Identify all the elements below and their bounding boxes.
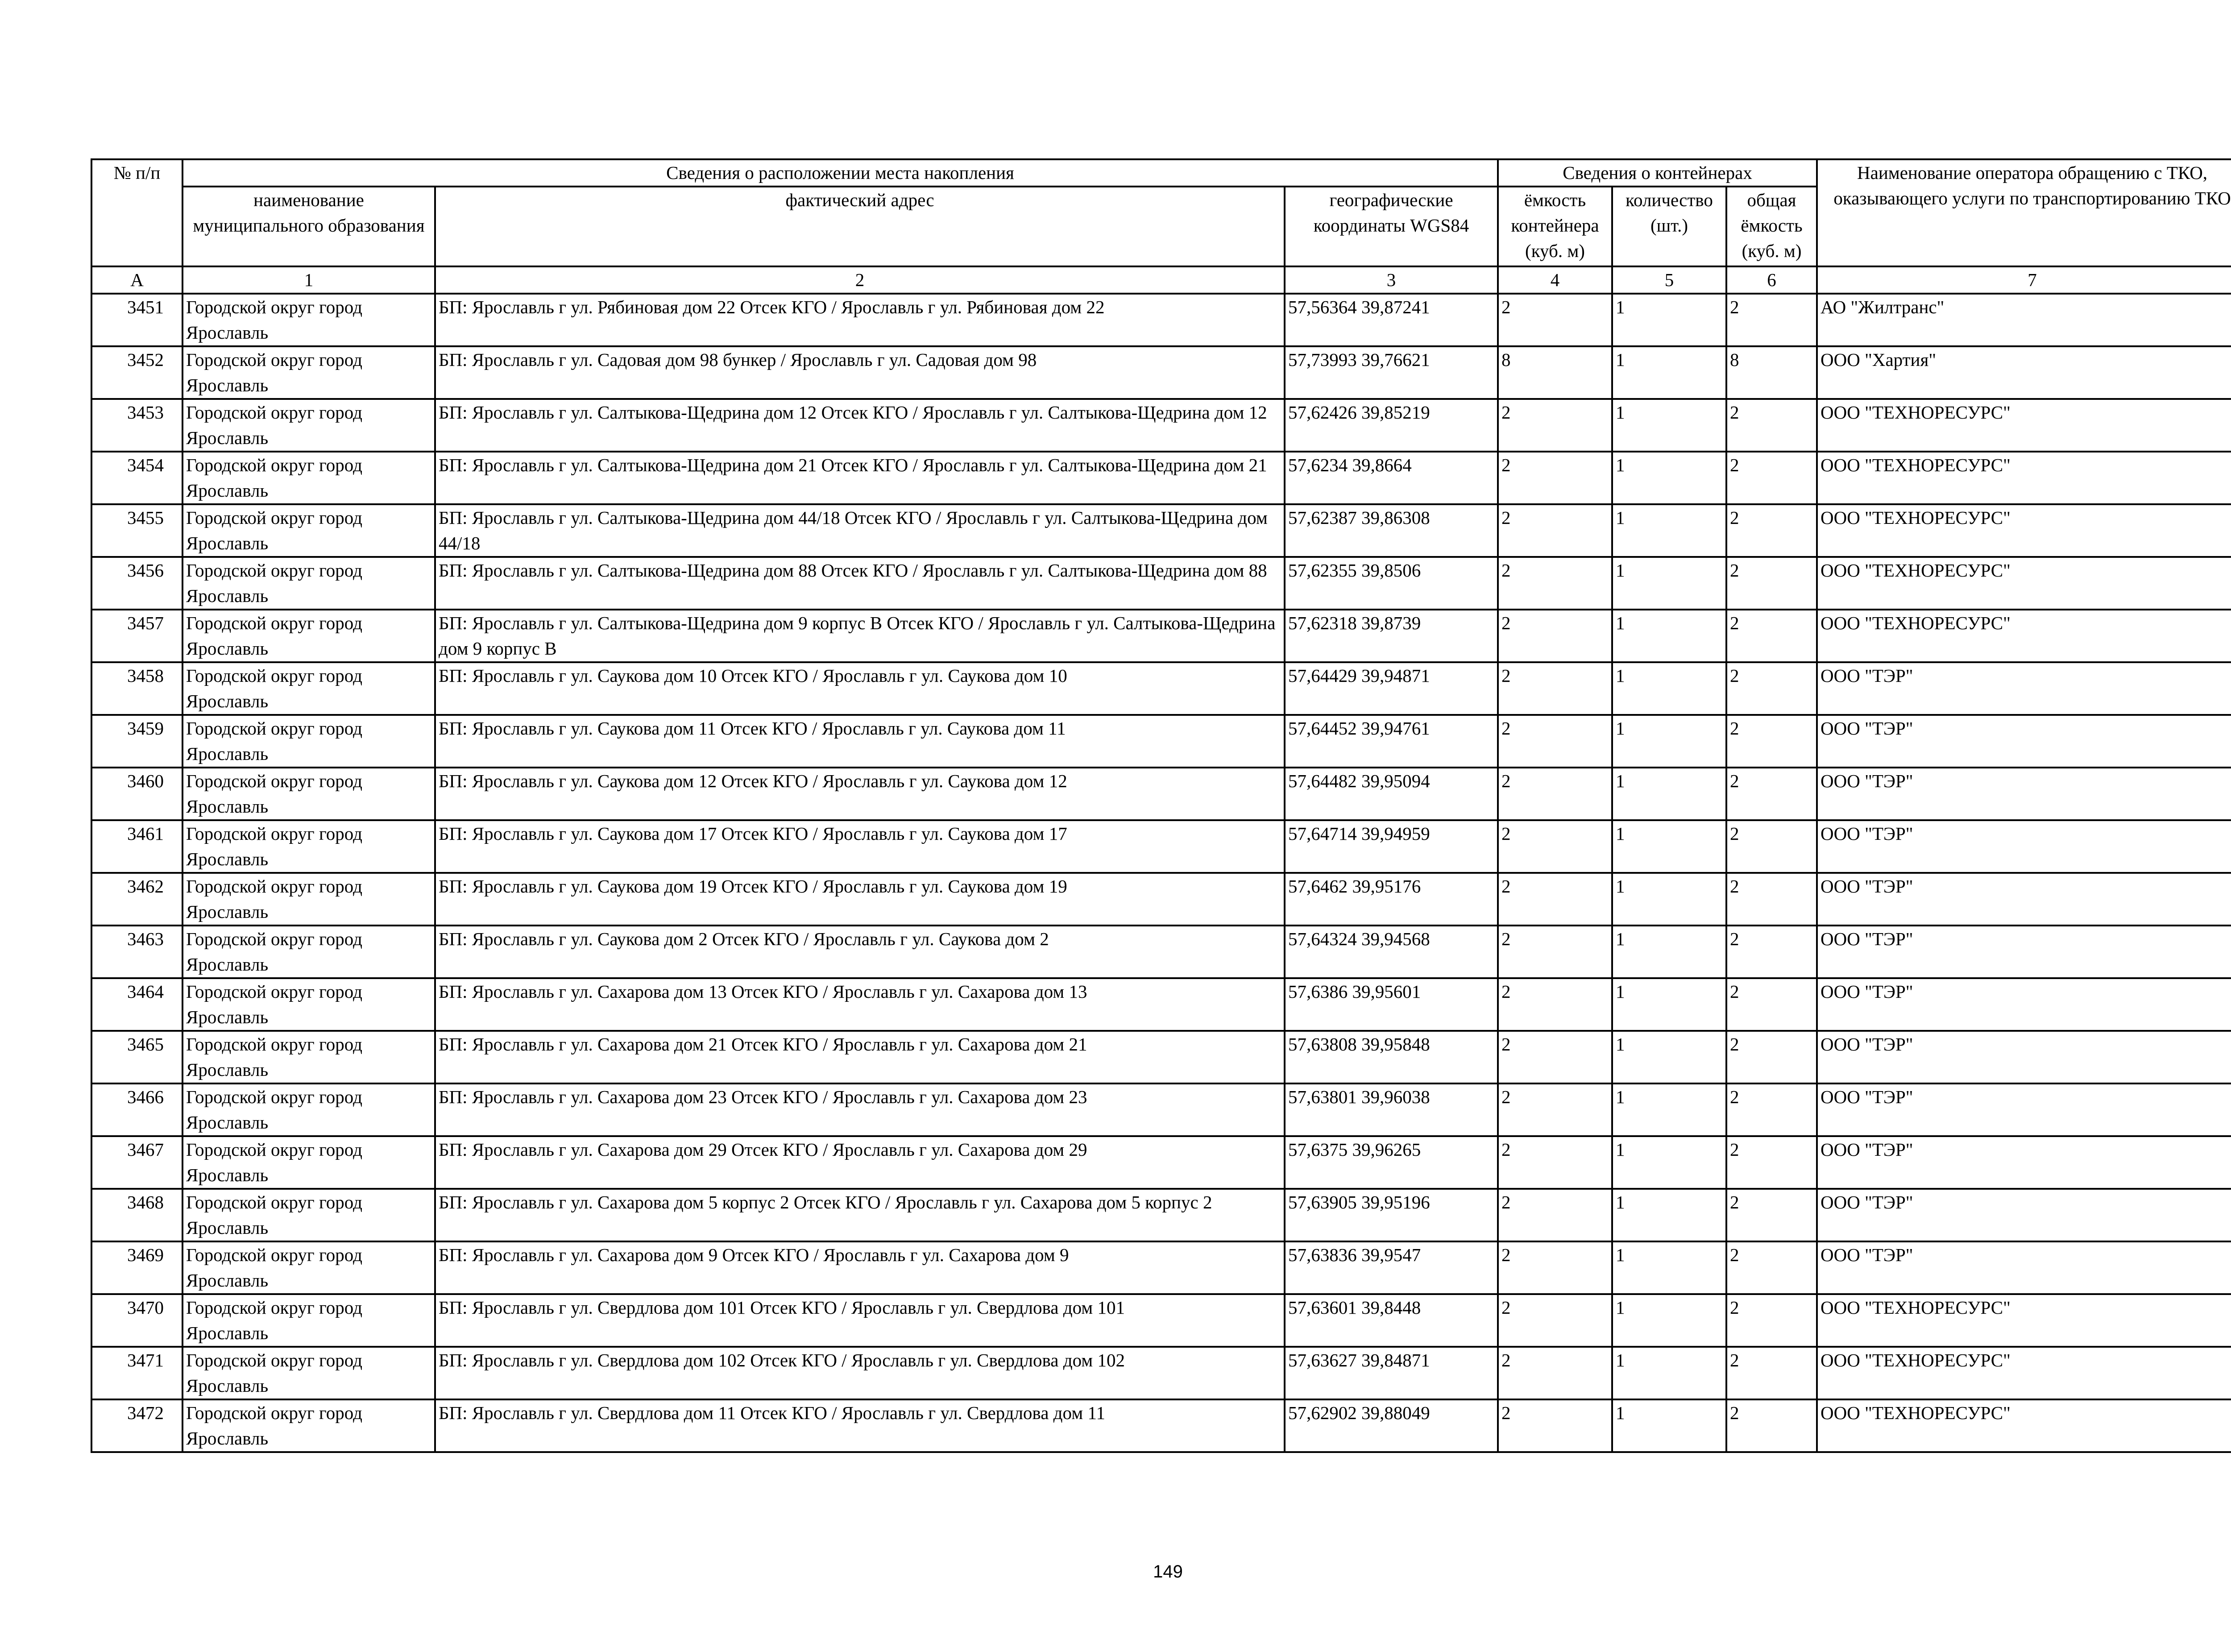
cell-capacity: 2 <box>1498 1294 1612 1347</box>
cell-municipality: Городской округ город Ярославль <box>182 1031 435 1083</box>
cell-total-capacity: 2 <box>1726 399 1817 452</box>
cell-quantity: 1 <box>1612 1189 1726 1241</box>
cell-municipality: Городской округ город Ярославль <box>182 978 435 1031</box>
cell-capacity: 2 <box>1498 1347 1612 1399</box>
cell-row-number: 3464 <box>91 978 182 1031</box>
cell-quantity: 1 <box>1612 504 1726 557</box>
cell-row-number: 3451 <box>91 294 182 346</box>
table-body <box>91 294 2231 1452</box>
table-row <box>91 294 2231 346</box>
cell-capacity: 2 <box>1498 294 1612 346</box>
cell-municipality: Городской округ город Ярославль <box>182 715 435 768</box>
cell-address: БП: Ярославль г ул. Сахарова дом 21 Отсек КГО / Ярославль г ул. Сахарова дом 21 <box>435 1031 1285 1083</box>
cell-quantity: 1 <box>1612 926 1726 978</box>
col-header-address: фактический адрес <box>435 187 1285 266</box>
cell-operator: ООО "ТЕХНОРЕСУРС" <box>1817 399 2231 452</box>
cell-total-capacity: 2 <box>1726 452 1817 504</box>
cell-operator: ООО "ТЭР" <box>1817 978 2231 1031</box>
cell-coordinates: 57,64714 39,94959 <box>1285 820 1498 873</box>
cell-address: БП: Ярославль г ул. Саукова дом 12 Отсек КГО / Ярославль г ул. Саукова дом 12 <box>435 768 1285 820</box>
cell-row-number: 3459 <box>91 715 182 768</box>
cell-operator: ООО "ТЭР" <box>1817 820 2231 873</box>
cell-municipality: Городской округ город Ярославль <box>182 1083 435 1136</box>
cell-quantity: 1 <box>1612 557 1726 610</box>
cell-total-capacity: 2 <box>1726 978 1817 1031</box>
cell-address: БП: Ярославль г ул. Сахарова дом 5 корпус 2 Отсек КГО / Ярославль г ул. Сахарова дом 5 корпус 2 <box>435 1189 1285 1241</box>
table-row <box>91 452 2231 504</box>
table-row <box>91 1136 2231 1189</box>
cell-total-capacity: 8 <box>1726 346 1817 399</box>
cell-quantity: 1 <box>1612 399 1726 452</box>
col-header-num: № п/п <box>91 159 182 266</box>
cell-coordinates: 57,73993 39,76621 <box>1285 346 1498 399</box>
cell-coordinates: 57,64452 39,94761 <box>1285 715 1498 768</box>
cell-coordinates: 57,62387 39,86308 <box>1285 504 1498 557</box>
cell-quantity: 1 <box>1612 1241 1726 1294</box>
col-header-total-capacity: общая ёмкость (куб. м) <box>1726 187 1817 266</box>
table-row <box>91 978 2231 1031</box>
cell-row-number: 3455 <box>91 504 182 557</box>
cell-total-capacity: 2 <box>1726 294 1817 346</box>
column-index: А <box>91 266 182 294</box>
cell-municipality: Городской округ город Ярославль <box>182 504 435 557</box>
cell-capacity: 8 <box>1498 346 1612 399</box>
cell-municipality: Городской округ город Ярославль <box>182 1294 435 1347</box>
cell-operator: ООО "ТЭР" <box>1817 1083 2231 1136</box>
cell-row-number: 3461 <box>91 820 182 873</box>
cell-row-number: 3453 <box>91 399 182 452</box>
cell-operator: ООО "ТЕХНОРЕСУРС" <box>1817 610 2231 662</box>
cell-quantity: 1 <box>1612 346 1726 399</box>
cell-address: БП: Ярославль г ул. Свердлова дом 11 Отсек КГО / Ярославль г ул. Свердлова дом 11 <box>435 1399 1285 1452</box>
cell-operator: АО "Жилтранс" <box>1817 294 2231 346</box>
cell-capacity: 2 <box>1498 610 1612 662</box>
cell-municipality: Городской округ город Ярославль <box>182 1189 435 1241</box>
cell-address: БП: Ярославль г ул. Саукова дом 19 Отсек КГО / Ярославль г ул. Саукова дом 19 <box>435 873 1285 926</box>
cell-total-capacity: 2 <box>1726 1347 1817 1399</box>
cell-total-capacity: 2 <box>1726 820 1817 873</box>
cell-operator: ООО "ТЕХНОРЕСУРС" <box>1817 452 2231 504</box>
cell-total-capacity: 2 <box>1726 1031 1817 1083</box>
cell-row-number: 3454 <box>91 452 182 504</box>
cell-operator: ООО "ТЕХНОРЕСУРС" <box>1817 1399 2231 1452</box>
table-row <box>91 662 2231 715</box>
cell-operator: ООО "ТЭР" <box>1817 768 2231 820</box>
col-header-quantity: количество (шт.) <box>1612 187 1726 266</box>
table-row <box>91 610 2231 662</box>
table-row <box>91 873 2231 926</box>
cell-coordinates: 57,63905 39,95196 <box>1285 1189 1498 1241</box>
cell-coordinates: 57,64482 39,95094 <box>1285 768 1498 820</box>
col-header-municipality: наименование муниципального образования <box>182 187 435 266</box>
cell-total-capacity: 2 <box>1726 504 1817 557</box>
cell-total-capacity: 2 <box>1726 1136 1817 1189</box>
cell-capacity: 2 <box>1498 662 1612 715</box>
cell-operator: ООО "ТЭР" <box>1817 1136 2231 1189</box>
cell-address: БП: Ярославль г ул. Салтыкова-Щедрина дом 12 Отсек КГО / Ярославль г ул. Салтыкова-Щедрина дом 12 <box>435 399 1285 452</box>
cell-total-capacity: 2 <box>1726 557 1817 610</box>
cell-capacity: 2 <box>1498 452 1612 504</box>
cell-address: БП: Ярославль г ул. Саукова дом 2 Отсек КГО / Ярославль г ул. Саукова дом 2 <box>435 926 1285 978</box>
cell-coordinates: 57,56364 39,87241 <box>1285 294 1498 346</box>
table-row <box>91 504 2231 557</box>
cell-capacity: 2 <box>1498 399 1612 452</box>
table-row <box>91 1399 2231 1452</box>
cell-quantity: 1 <box>1612 768 1726 820</box>
cell-row-number: 3458 <box>91 662 182 715</box>
cell-quantity: 1 <box>1612 1399 1726 1452</box>
cell-quantity: 1 <box>1612 1031 1726 1083</box>
cell-municipality: Городской округ город Ярославль <box>182 768 435 820</box>
cell-capacity: 2 <box>1498 715 1612 768</box>
cell-coordinates: 57,63627 39,84871 <box>1285 1347 1498 1399</box>
cell-operator: ООО "Хартия" <box>1817 346 2231 399</box>
cell-address: БП: Ярославль г ул. Свердлова дом 102 Отсек КГО / Ярославль г ул. Свердлова дом 102 <box>435 1347 1285 1399</box>
cell-quantity: 1 <box>1612 662 1726 715</box>
table-row <box>91 768 2231 820</box>
column-index: 2 <box>435 266 1285 294</box>
cell-quantity: 1 <box>1612 452 1726 504</box>
column-index: 1 <box>182 266 435 294</box>
cell-row-number: 3469 <box>91 1241 182 1294</box>
table-row <box>91 1241 2231 1294</box>
cell-row-number: 3463 <box>91 926 182 978</box>
cell-row-number: 3452 <box>91 346 182 399</box>
cell-address: БП: Ярославль г ул. Салтыкова-Щедрина дом 21 Отсек КГО / Ярославль г ул. Салтыкова-Щедрина дом 21 <box>435 452 1285 504</box>
cell-capacity: 2 <box>1498 1136 1612 1189</box>
cell-municipality: Городской округ город Ярославль <box>182 1399 435 1452</box>
cell-address: БП: Ярославль г ул. Садовая дом 98 бункер / Ярославль г ул. Садовая дом 98 <box>435 346 1285 399</box>
cell-row-number: 3457 <box>91 610 182 662</box>
table-row <box>91 557 2231 610</box>
cell-operator: ООО "ТЕХНОРЕСУРС" <box>1817 1294 2231 1347</box>
cell-municipality: Городской округ город Ярославль <box>182 1136 435 1189</box>
cell-row-number: 3472 <box>91 1399 182 1452</box>
column-index-row <box>91 266 2231 294</box>
cell-municipality: Городской округ город Ярославль <box>182 557 435 610</box>
col-header-coordinates: географические координаты WGS84 <box>1285 187 1498 266</box>
table-row <box>91 1294 2231 1347</box>
cell-coordinates: 57,62355 39,8506 <box>1285 557 1498 610</box>
cell-row-number: 3467 <box>91 1136 182 1189</box>
cell-coordinates: 57,6234 39,8664 <box>1285 452 1498 504</box>
cell-total-capacity: 2 <box>1726 1294 1817 1347</box>
cell-coordinates: 57,63801 39,96038 <box>1285 1083 1498 1136</box>
cell-municipality: Городской округ город Ярославль <box>182 1347 435 1399</box>
column-index: 7 <box>1817 266 2231 294</box>
cell-municipality: Городской округ город Ярославль <box>182 1241 435 1294</box>
cell-capacity: 2 <box>1498 557 1612 610</box>
cell-municipality: Городской округ город Ярославль <box>182 926 435 978</box>
col-header-capacity: ёмкость контейнера (куб. м) <box>1498 187 1612 266</box>
cell-total-capacity: 2 <box>1726 1189 1817 1241</box>
registry-table <box>91 158 2231 1453</box>
cell-capacity: 2 <box>1498 926 1612 978</box>
cell-capacity: 2 <box>1498 768 1612 820</box>
cell-operator: ООО "ТЭР" <box>1817 873 2231 926</box>
cell-row-number: 3471 <box>91 1347 182 1399</box>
cell-total-capacity: 2 <box>1726 926 1817 978</box>
table-row <box>91 1083 2231 1136</box>
cell-total-capacity: 2 <box>1726 1241 1817 1294</box>
cell-quantity: 1 <box>1612 294 1726 346</box>
group-header-location: Сведения о расположении места накопления <box>182 159 1498 187</box>
cell-total-capacity: 2 <box>1726 715 1817 768</box>
cell-address: БП: Ярославль г ул. Свердлова дом 101 Отсек КГО / Ярославль г ул. Свердлова дом 101 <box>435 1294 1285 1347</box>
cell-capacity: 2 <box>1498 820 1612 873</box>
cell-capacity: 2 <box>1498 1031 1612 1083</box>
cell-municipality: Городской округ город Ярославль <box>182 452 435 504</box>
cell-municipality: Городской округ город Ярославль <box>182 346 435 399</box>
cell-municipality: Городской округ город Ярославль <box>182 662 435 715</box>
cell-coordinates: 57,63601 39,8448 <box>1285 1294 1498 1347</box>
cell-operator: ООО "ТЭР" <box>1817 1241 2231 1294</box>
column-index: 3 <box>1285 266 1498 294</box>
cell-quantity: 1 <box>1612 715 1726 768</box>
cell-total-capacity: 2 <box>1726 662 1817 715</box>
cell-coordinates: 57,6375 39,96265 <box>1285 1136 1498 1189</box>
table-row <box>91 346 2231 399</box>
cell-address: БП: Ярославль г ул. Саукова дом 10 Отсек КГО / Ярославль г ул. Саукова дом 10 <box>435 662 1285 715</box>
cell-quantity: 1 <box>1612 1294 1726 1347</box>
cell-address: БП: Ярославль г ул. Сахарова дом 23 Отсек КГО / Ярославль г ул. Сахарова дом 23 <box>435 1083 1285 1136</box>
cell-quantity: 1 <box>1612 978 1726 1031</box>
table-row <box>91 1031 2231 1083</box>
cell-municipality: Городской округ город Ярославль <box>182 873 435 926</box>
cell-row-number: 3470 <box>91 1294 182 1347</box>
table-header <box>91 159 2231 294</box>
cell-coordinates: 57,6462 39,95176 <box>1285 873 1498 926</box>
cell-municipality: Городской округ город Ярославль <box>182 820 435 873</box>
cell-row-number: 3468 <box>91 1189 182 1241</box>
cell-operator: ООО "ТЕХНОРЕСУРС" <box>1817 1347 2231 1399</box>
cell-municipality: Городской округ город Ярославль <box>182 610 435 662</box>
cell-total-capacity: 2 <box>1726 1083 1817 1136</box>
table-row <box>91 1189 2231 1241</box>
cell-operator: ООО "ТЭР" <box>1817 715 2231 768</box>
cell-address: БП: Ярославль г ул. Рябиновая дом 22 Отсек КГО / Ярославль г ул. Рябиновая дом 22 <box>435 294 1285 346</box>
page-number: 149 <box>1153 1562 1183 1581</box>
cell-quantity: 1 <box>1612 873 1726 926</box>
cell-coordinates: 57,6386 39,95601 <box>1285 978 1498 1031</box>
col-header-operator: Наименование оператора обращению с ТКО, оказывающего услуги по транспортированию ТКО <box>1817 159 2231 266</box>
cell-operator: ООО "ТЭР" <box>1817 662 2231 715</box>
cell-municipality: Городской округ город Ярославль <box>182 294 435 346</box>
cell-operator: ООО "ТЕХНОРЕСУРС" <box>1817 504 2231 557</box>
cell-capacity: 2 <box>1498 504 1612 557</box>
cell-address: БП: Ярославль г ул. Сахарова дом 13 Отсек КГО / Ярославль г ул. Сахарова дом 13 <box>435 978 1285 1031</box>
column-index: 4 <box>1498 266 1612 294</box>
cell-total-capacity: 2 <box>1726 873 1817 926</box>
cell-address: БП: Ярославль г ул. Салтыкова-Щедрина дом 44/18 Отсек КГО / Ярославль г ул. Салтыкова-Щедрина дом 44/18 <box>435 504 1285 557</box>
cell-address: БП: Ярославль г ул. Салтыкова-Щедрина дом 88 Отсек КГО / Ярославль г ул. Салтыкова-Щедрина дом 88 <box>435 557 1285 610</box>
table-row <box>91 399 2231 452</box>
cell-total-capacity: 2 <box>1726 768 1817 820</box>
table-row <box>91 820 2231 873</box>
cell-total-capacity: 2 <box>1726 610 1817 662</box>
cell-operator: ООО "ТЭР" <box>1817 1189 2231 1241</box>
cell-address: БП: Ярославль г ул. Саукова дом 17 Отсек КГО / Ярославль г ул. Саукова дом 17 <box>435 820 1285 873</box>
cell-coordinates: 57,64429 39,94871 <box>1285 662 1498 715</box>
cell-quantity: 1 <box>1612 1136 1726 1189</box>
cell-operator: ООО "ТЭР" <box>1817 1031 2231 1083</box>
cell-row-number: 3456 <box>91 557 182 610</box>
cell-quantity: 1 <box>1612 610 1726 662</box>
cell-coordinates: 57,64324 39,94568 <box>1285 926 1498 978</box>
column-index: 6 <box>1726 266 1817 294</box>
cell-capacity: 2 <box>1498 1241 1612 1294</box>
cell-municipality: Городской округ город Ярославль <box>182 399 435 452</box>
table-row <box>91 715 2231 768</box>
cell-coordinates: 57,63808 39,95848 <box>1285 1031 1498 1083</box>
cell-quantity: 1 <box>1612 820 1726 873</box>
cell-capacity: 2 <box>1498 978 1612 1031</box>
cell-address: БП: Ярославль г ул. Сахарова дом 29 Отсек КГО / Ярославль г ул. Сахарова дом 29 <box>435 1136 1285 1189</box>
cell-operator: ООО "ТЕХНОРЕСУРС" <box>1817 557 2231 610</box>
cell-address: БП: Ярославль г ул. Сахарова дом 9 Отсек КГО / Ярославль г ул. Сахарова дом 9 <box>435 1241 1285 1294</box>
cell-coordinates: 57,62902 39,88049 <box>1285 1399 1498 1452</box>
column-index: 5 <box>1612 266 1726 294</box>
cell-quantity: 1 <box>1612 1083 1726 1136</box>
cell-row-number: 3466 <box>91 1083 182 1136</box>
cell-quantity: 1 <box>1612 1347 1726 1399</box>
cell-row-number: 3462 <box>91 873 182 926</box>
cell-address: БП: Ярославль г ул. Саукова дом 11 Отсек КГО / Ярославль г ул. Саукова дом 11 <box>435 715 1285 768</box>
cell-capacity: 2 <box>1498 1399 1612 1452</box>
cell-capacity: 2 <box>1498 873 1612 926</box>
cell-coordinates: 57,62426 39,85219 <box>1285 399 1498 452</box>
cell-coordinates: 57,63836 39,9547 <box>1285 1241 1498 1294</box>
cell-address: БП: Ярославль г ул. Салтыкова-Щедрина дом 9 корпус В Отсек КГО / Ярославль г ул. Салтыкова-Щедрина дом 9 корпус В <box>435 610 1285 662</box>
table-row <box>91 1347 2231 1399</box>
group-header-containers: Сведения о контейнерах <box>1498 159 1817 187</box>
cell-capacity: 2 <box>1498 1083 1612 1136</box>
cell-row-number: 3460 <box>91 768 182 820</box>
cell-operator: ООО "ТЭР" <box>1817 926 2231 978</box>
table-row <box>91 926 2231 978</box>
cell-row-number: 3465 <box>91 1031 182 1083</box>
cell-coordinates: 57,62318 39,8739 <box>1285 610 1498 662</box>
cell-total-capacity: 2 <box>1726 1399 1817 1452</box>
cell-capacity: 2 <box>1498 1189 1612 1241</box>
